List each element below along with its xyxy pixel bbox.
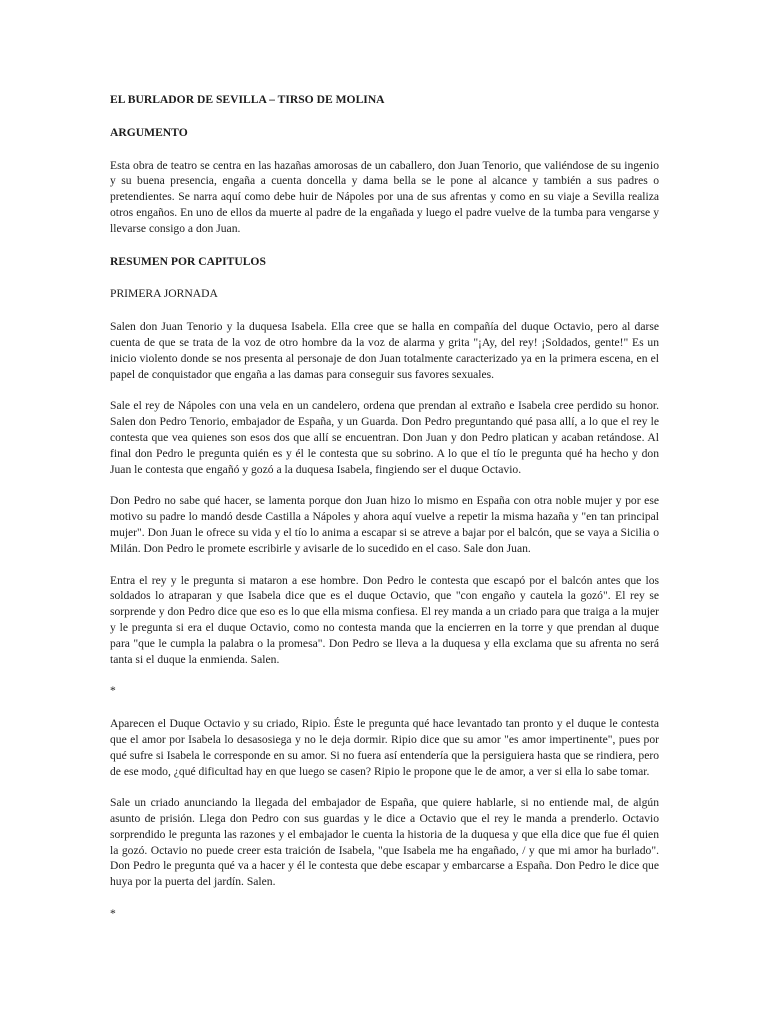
body-paragraph: Entra el rey y le pregunta si mataron a ese hombre. Don Pedro le contesta que escapó por el balcón antes que los soldados lo atraparan y que Isabela dice que es el duque Octavio, que "con engaño y cautela la gozó". El rey se sorprende y don Pedro dice que eso es lo que ella misma confiesa. El rey manda a un criado para que traiga a la mujer y le pregunta si era el duque Octavio, como no contesta manda que la encierren en la torre y que prendan al duque para "que le cumpla la palabra o la promesa". Don Pedro se lleva a la duquesa y ella exclama que su afrenta no será tanta si el duque la enmienda. Salen. (110, 573, 659, 666)
first-act-heading: PRIMERA JORNADA (110, 287, 218, 301)
section-separator: * (110, 684, 116, 698)
argument-paragraph: Esta obra de teatro se centra en las hazañas amorosas de un caballero, don Juan Tenorio, que valiéndose de su ingenio y su buena presencia, engaña a cuenta doncella y dama bella se le pone al alcance y también a sus padres o pretendientes. Se narra aquí como debe huir de Nápoles por una de sus afrentas y como en su viaje a Sevilla realiza otros engaños. En uno de ellos da muerte al padre de la engañada y luego el padre vuelve de la tumba para vengarse y llevarse consigo a don Juan. (110, 158, 659, 235)
body-paragraph: Salen don Juan Tenorio y la duquesa Isabela. Ella cree que se halla en compañía del duque Octavio, pero al darse cuenta de que se trata de la voz de otro hombre da la voz de alarma y grita "¡Ay, del rey! ¡Soldados, gente!" Es un inicio violento donde se nos presenta al personaje de don Juan totalmente caracterizado ya en la primera escena, en el papel de conquistador que engaña a las damas para conseguir sus favores sexuales. (110, 320, 659, 381)
document-title: EL BURLADOR DE SEVILLA – TIRSO DE MOLINA (110, 93, 385, 106)
body-paragraph: Aparecen el Duque Octavio y su criado, Ripio. Éste le pregunta qué hace levantado tan pronto y el duque le contesta que el amor por Isabela lo desasosiega y no le deja dormir. Ripio dice que su amor "es amor impertinente", pues por qué sufre si Isabela le corresponde en su amor. Si no fuera así entendería que la persiguiera hasta que se rindiera, pero de ese modo, ¿qué dificultad hay en que luego se casen? Ripio le propone que le de amor, a ver si ella lo sabe tomar. (110, 717, 659, 778)
body-paragraph: Sale el rey de Nápoles con una vela en un candelero, ordena que prendan al extraño e Isabela cree perdido su honor. Salen don Pedro Tenorio, embajador de España, y un Guarda. Don Pedro preguntando qué pasa allí, a lo que el rey le contesta que vea quienes son esos dos que allí se encuentran. Don Juan y don Pedro platican y acaban retándose. Al final don Pedro le pregunta quién es y él le contesta que su sobrino. A lo que el tío le pregunta qué ha hecho y don Juan le contesta que engañó y gozó a la duquesa Isabela, fingiendo ser el duque Octavio. (110, 399, 659, 476)
body-paragraph: Don Pedro no sabe qué hacer, se lamenta porque don Juan hizo lo mismo en España con otra noble mujer y por ese motivo su padre lo mandó desde Castilla a Nápoles y ahora aquí vuelve a repetir la misma hazaña y "en tan principal mujer". Don Juan le ofrece su vida y el tío lo anima a escapar si se atreve a bajar por el balcón, que se vaya a Sicilia o Milán. Don Pedro le promete escribirle y avisarle de lo sucedido en el caso. Sale don Juan. (110, 494, 659, 555)
argument-heading: ARGUMENTO (110, 125, 188, 139)
section-separator: * (110, 907, 116, 921)
document-page (110, 92, 659, 922)
summary-heading: RESUMEN POR CAPITULOS (110, 254, 266, 268)
body-paragraph: Sale un criado anunciando la llegada del embajador de España, que quiere hablarle, si no entiende mal, de algún asunto de prisión. Llega don Pedro con sus guardas y le dice a Octavio que el rey le manda a prenderlo. Octavio sorprendido le pregunta las razones y el embajador le cuenta la historia de la duquesa y que ella dice que fue él quien la gozó. Octavio no puede creer esta traición de Isabela, "que Isabela me ha engañado, / y que mi amor ha burlado". Don Pedro le pregunta qué va a hacer y él le contesta que debe escapar y embarcarse a España. Don Pedro le dice que huya por la puerta del jardín. Salen. (110, 796, 659, 889)
